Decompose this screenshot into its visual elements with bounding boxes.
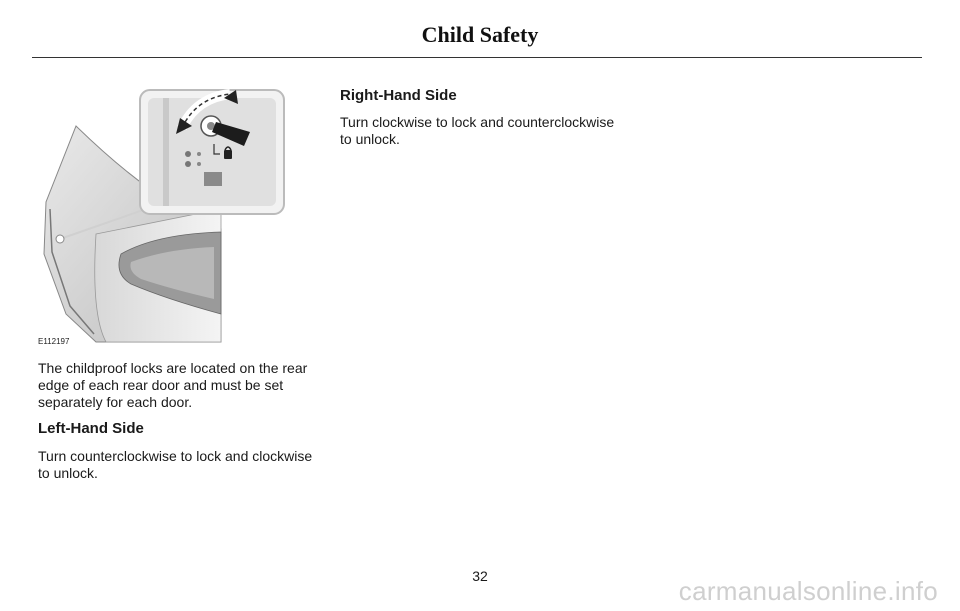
child-lock-illustration [36, 84, 326, 346]
figure-code: E112197 [38, 337, 70, 346]
left-hand-side-text: Turn counterclockwise to lock and clockwise to unlock. [38, 448, 313, 481]
page-number: 32 [472, 568, 488, 584]
right-hand-side-text: Turn clockwise to lock and counterclockwise to unlock. [340, 114, 615, 147]
intro-paragraph: The childproof locks are located on the rear edge of each rear door and must be set separately for each door. [38, 360, 308, 410]
header-divider [32, 57, 922, 58]
right-hand-side-heading: Right-Hand Side [340, 87, 457, 104]
left-hand-side-heading: Left-Hand Side [38, 420, 144, 437]
watermark: carmanualsonline.info [678, 576, 938, 606]
page-title: Child Safety [421, 22, 539, 47]
